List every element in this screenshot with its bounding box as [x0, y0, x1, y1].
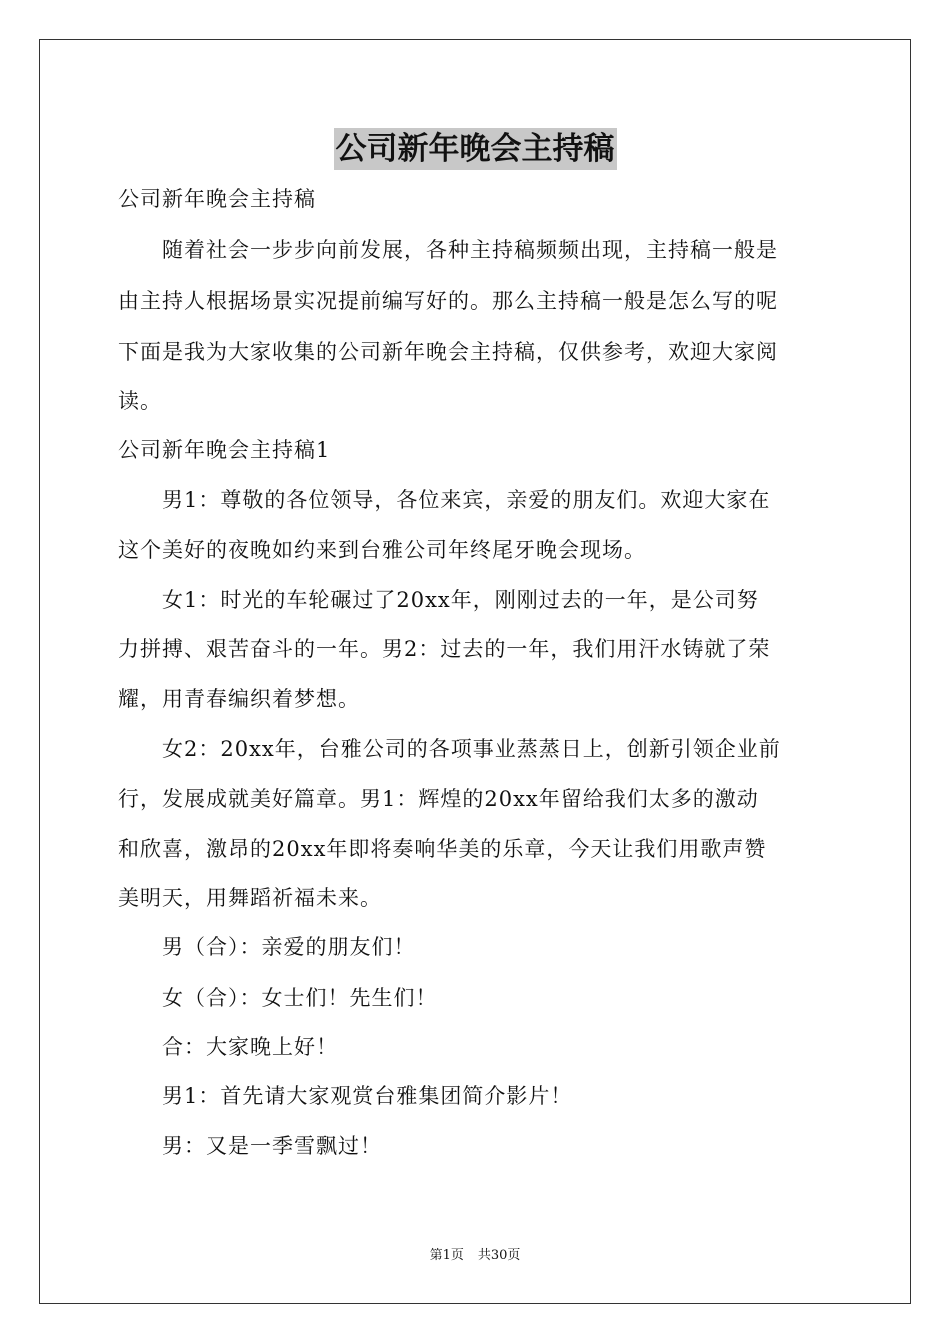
- paragraph-line: 由主持人根据场景实况提前编写好的。那么主持稿一般是怎么写的呢: [118, 289, 778, 313]
- paragraph-line: 合：大家晚上好！: [118, 1035, 338, 1059]
- paragraph-line: 男1：尊敬的各位领导，各位来宾，亲爱的朋友们。欢迎大家在: [118, 488, 771, 512]
- paragraph-line: 这个美好的夜晚如约来到台雅公司年终尾牙晚会现场。: [118, 538, 646, 562]
- paragraph-line: 女1：时光的车轮碾过了20xx年，刚刚过去的一年，是公司努: [118, 588, 759, 612]
- page-footer: [0, 1247, 950, 1265]
- page-number: 第1页: [429, 1248, 464, 1263]
- paragraph-line: 男（合）：亲爱的朋友们！: [118, 935, 416, 959]
- paragraph-line: 下面是我为大家收集的公司新年晚会主持稿，仅供参考，欢迎大家阅: [118, 340, 778, 364]
- paragraph-line: 男：又是一季雪飘过！: [118, 1134, 382, 1158]
- paragraph-line: 男1：首先请大家观赏台雅集团简介影片！: [118, 1084, 573, 1108]
- paragraph-line: 随着社会一步步向前发展，各种主持稿频频出现，主持稿一般是: [118, 238, 778, 262]
- title-container: [0, 128, 950, 170]
- paragraph-line: 行，发展成就美好篇章。男1：辉煌的20xx年留给我们太多的激动: [118, 787, 759, 811]
- paragraph-line: 女2：20xx年，台雅公司的各项事业蒸蒸日上，创新引领企业前: [118, 737, 781, 761]
- paragraph-line: 美明天，用舞蹈祈福未来。: [118, 886, 382, 910]
- paragraph-line: 和欣喜，激昂的20xx年即将奏响华美的乐章，今天让我们用歌声赞: [118, 837, 767, 861]
- subtitle-line: 公司新年晚会主持稿: [118, 187, 316, 211]
- page-border: [39, 39, 911, 1304]
- page-total: 共30页: [477, 1248, 521, 1263]
- paragraph-line: 耀，用青春编织着梦想。: [118, 687, 360, 711]
- paragraph-line: 女（合）：女士们！先生们！: [118, 986, 438, 1010]
- paragraph-line: 力拼搏、艰苦奋斗的一年。男2：过去的一年，我们用汗水铸就了荣: [118, 637, 771, 661]
- section-heading: 公司新年晚会主持稿1: [118, 438, 331, 462]
- paragraph-line: 读。: [118, 389, 162, 413]
- document-title: 公司新年晚会主持稿: [334, 128, 617, 170]
